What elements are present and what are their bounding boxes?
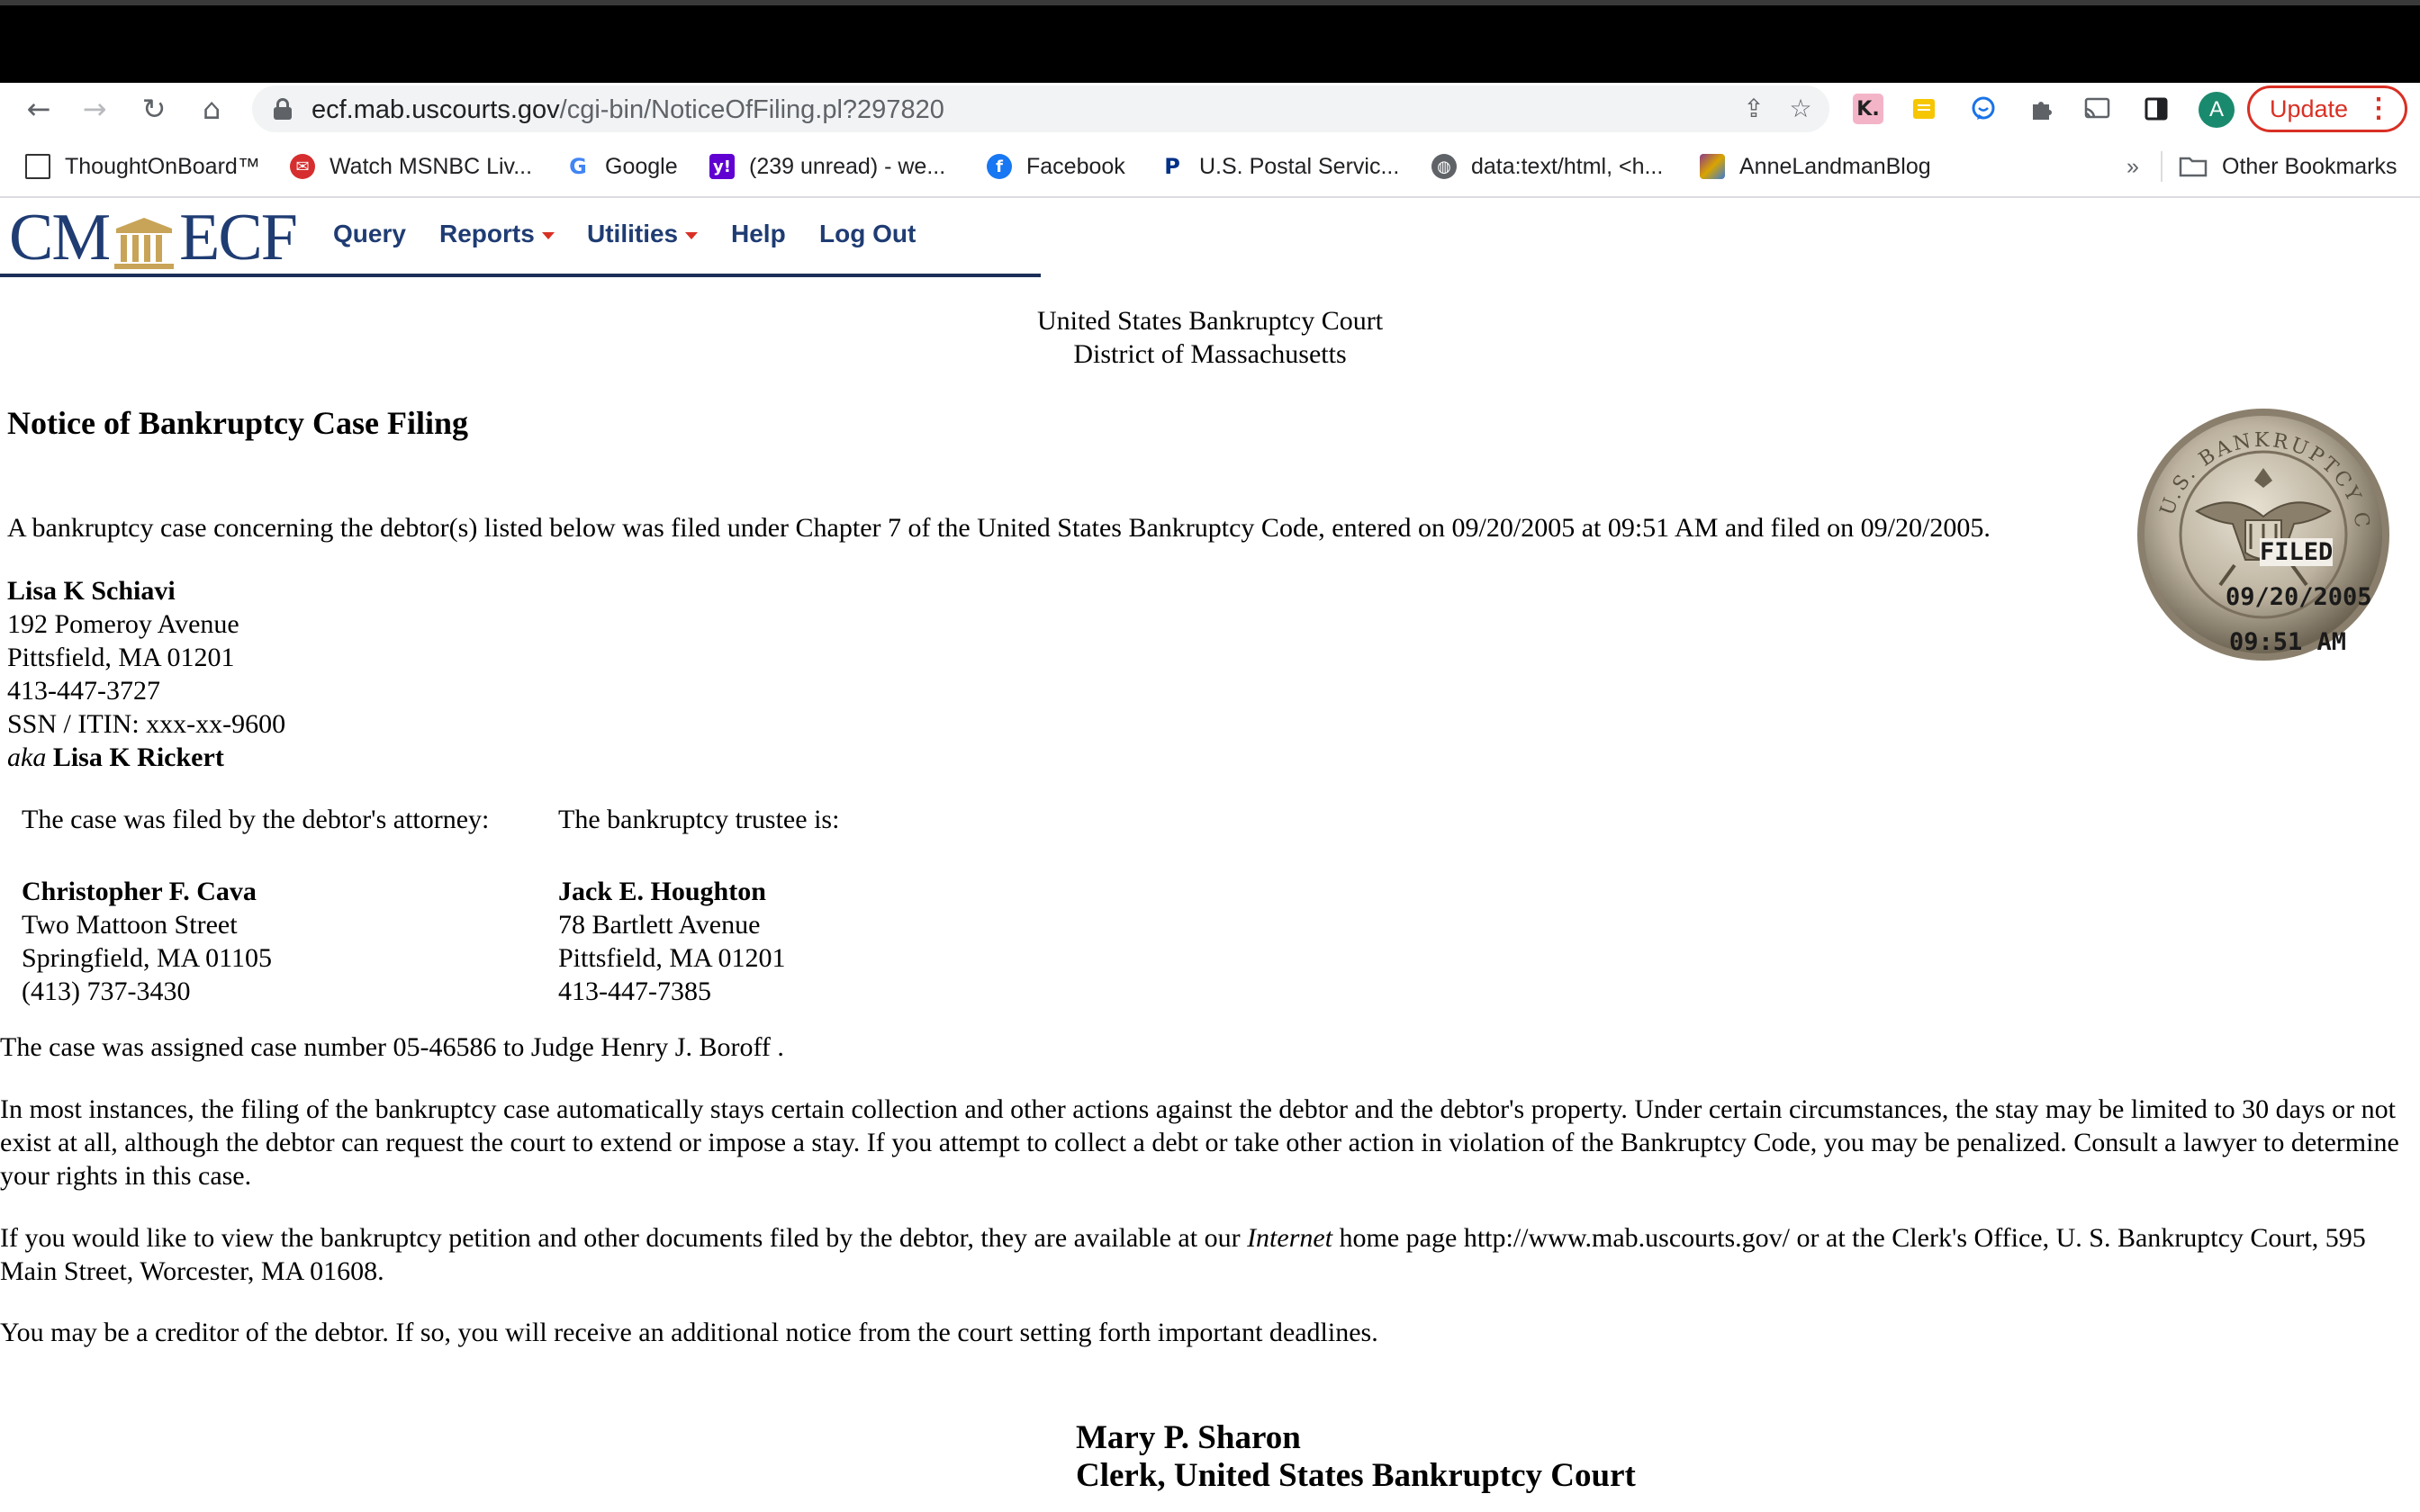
profile-avatar[interactable]: A [2199,92,2235,128]
trustee-address1: 78 Bartlett Avenue [558,910,761,940]
bookmark-label: Google [605,153,678,179]
paypal-icon: P [1160,154,1185,179]
google-icon: G [565,154,591,179]
more-bookmarks-chevron[interactable]: » [2127,153,2139,179]
bookmark-item[interactable] [1160,151,1399,182]
dropdown-caret-icon [542,232,555,239]
menu-label: Utilities [587,220,679,248]
globe-icon: ◍ [1431,154,1457,179]
aka-prefix: aka [7,742,47,772]
debtor-aka [7,741,224,774]
debtor-phone: 413-447-3727 [7,676,160,706]
bookmarks-divider [2161,151,2163,182]
update-button[interactable] [2247,86,2407,132]
bookmark-item[interactable] [25,151,260,182]
side-panel-icon[interactable] [2141,94,2172,124]
svg-text:U.S. BANKRUPTCY COURT: U.S. BANKRUPTCY C [2155,428,2374,533]
view-documents-paragraph [0,1221,2420,1288]
attorney-name: Christopher F. Cava [22,877,257,906]
attorney-phone: (413) 737-3430 [22,976,191,1006]
view-suffix: home page http://www.mab.uscourts.gov/ or at the Clerk's Office, U. S. Bankruptcy Court, 595 Main Street, Worcester, MA 01608. [0,1223,2366,1286]
other-bookmarks[interactable] [2179,151,2397,182]
filed-date: 09/20/2005 [2226,583,2372,611]
creditor-note: You may be a creditor of the debtor. If so, you will receive an additional notice from the court setting forth important deadlines. [0,1318,1378,1347]
view-internet: Internet [1247,1223,1333,1253]
share-icon[interactable]: ⇪ [1743,94,1765,123]
cast-icon[interactable] [2081,94,2112,124]
ecf-header [0,200,1041,277]
forward-arrow-icon[interactable]: → [82,92,107,126]
aka-name: Lisa K Rickert [52,742,224,772]
more-menu-icon[interactable]: ⋮ [2365,94,2392,123]
msnbc-icon: ✉ [290,154,315,179]
filed-label: FILED [2260,538,2334,566]
bookmark-star-icon[interactable]: ☆ [1789,94,1812,123]
menu-help[interactable] [731,220,786,248]
bookmark-label: Facebook [1026,153,1125,179]
folder-icon [2179,156,2208,177]
logo-text-cm: CM [9,200,110,274]
menu-logout[interactable] [819,220,916,248]
update-label: Update [2270,94,2349,122]
menu-label: Query [333,220,406,248]
debtor-ssn: SSN / ITIN: xxx-xx-9600 [7,709,286,739]
bookmark-label: ThoughtOnBoard™ [65,153,260,179]
puzzle-extensions-icon[interactable] [2026,94,2056,124]
menu-label: Log Out [819,220,917,248]
bookmark-item[interactable] [1431,151,1663,182]
bookmark-label: Watch MSNBC Liv... [330,153,533,179]
case-assignment: The case was assigned case number 05-46586 to Judge Henry J. Boroff . [0,1032,784,1062]
bookmark-item[interactable] [565,151,678,182]
menu-query[interactable] [333,220,406,248]
trustee-phone: 413-447-7385 [558,976,711,1006]
bookmark-item[interactable] [987,151,1125,182]
url-host: ecf.mab.uscourts.gov [312,95,560,124]
url-path: /cgi-bin/NoticeOfFiling.pl?297820 [559,95,944,124]
bookmark-label: (239 unread) - we... [749,153,946,179]
debtor-address2: Pittsfield, MA 01201 [7,643,235,672]
bookmark-item[interactable] [290,151,532,182]
view-prefix: If you would like to view the bankruptcy petition and other documents filed by the debtor, they are available at our [0,1223,1248,1253]
courthouse-pillars-icon [113,211,176,265]
trustee-address2: Pittsfield, MA 01201 [558,943,786,973]
bookmark-item[interactable] [1700,151,1931,182]
trustee-heading: The bankruptcy trustee is: [558,805,840,834]
back-arrow-icon[interactable]: ← [26,92,51,126]
other-bookmarks-label: Other Bookmarks [2222,153,2397,179]
bookmark-label: data:text/html, <h... [1471,153,1664,179]
bookmarks-bar [0,135,2420,198]
trustee-name: Jack E. Houghton [558,877,766,906]
clerk-title: Clerk, United States Bankruptcy Court [1076,1457,1636,1494]
window-titlebar [0,0,2420,83]
reload-icon[interactable]: ↻ [141,92,167,126]
court-name: United States Bankruptcy Court [1036,306,1384,336]
klarna-extension-icon[interactable]: K. [1853,94,1883,124]
lock-icon[interactable] [274,98,292,120]
titlebar-edge [0,0,2420,5]
attorney-address1: Two Mattoon Street [22,910,238,940]
court-seal-graphic [2134,405,2393,664]
sticky-notes-extension-icon[interactable] [1909,94,1939,124]
address-bar[interactable] [252,86,1829,132]
menu-label: Reports [439,220,535,248]
menu-utilities[interactable] [587,220,698,248]
debtor-address1: 192 Pomeroy Avenue [7,609,239,639]
bookmark-label: U.S. Postal Servic... [1199,153,1400,179]
chat-extension-icon[interactable] [1968,94,1999,124]
debtor-name: Lisa K Schiavi [7,576,176,606]
filed-time: 09:51 AM [2229,628,2347,656]
url-text[interactable] [312,95,944,125]
page-title: Notice of Bankruptcy Case Filing [7,405,468,441]
dropdown-caret-icon [685,232,698,239]
bookmark-label: AnneLandmanBlog [1739,153,1931,179]
stay-paragraph: In most instances, the filing of the bankruptcy case automatically stays certain collection and other actions against the debtor and the debtor's property. Under certain circumstances, the stay may be limited to 30 days or not exist at all, although the debtor can request the court to extend or impose a stay. If you attempt to collect a debt or take other action in violation of the Bankruptcy Code, you may be penalized. Consult a lawyer to determine your rights in this case. [0,1094,2399,1191]
intro-text: A bankruptcy case concerning the debtor(s) listed below was filed under Chapter 7 of the United States Bankruptcy Code, entered on 09/20/2005 at 09:51 AM and filed on 09/20/2005. [7,513,1991,543]
menu-label: Help [731,220,786,248]
attorney-heading: The case was filed by the debtor's attorney: [22,805,490,834]
attorney-address2: Springfield, MA 01105 [22,943,273,973]
browser-toolbar [0,83,2420,135]
logo-text-ecf: ECF [179,200,296,274]
page-icon [25,154,50,179]
home-icon[interactable]: ⌂ [202,92,221,126]
bookmark-item[interactable] [709,151,945,182]
yahoo-icon: y! [709,154,735,179]
clerk-name: Mary P. Sharon [1076,1419,1301,1456]
facebook-icon: f [987,154,1012,179]
blog-icon [1700,154,1725,179]
cmecf-logo[interactable] [9,200,296,274]
court-district: District of Massachusetts [1073,339,1347,369]
court-seal [2134,405,2393,664]
menu-reports[interactable] [439,220,555,248]
